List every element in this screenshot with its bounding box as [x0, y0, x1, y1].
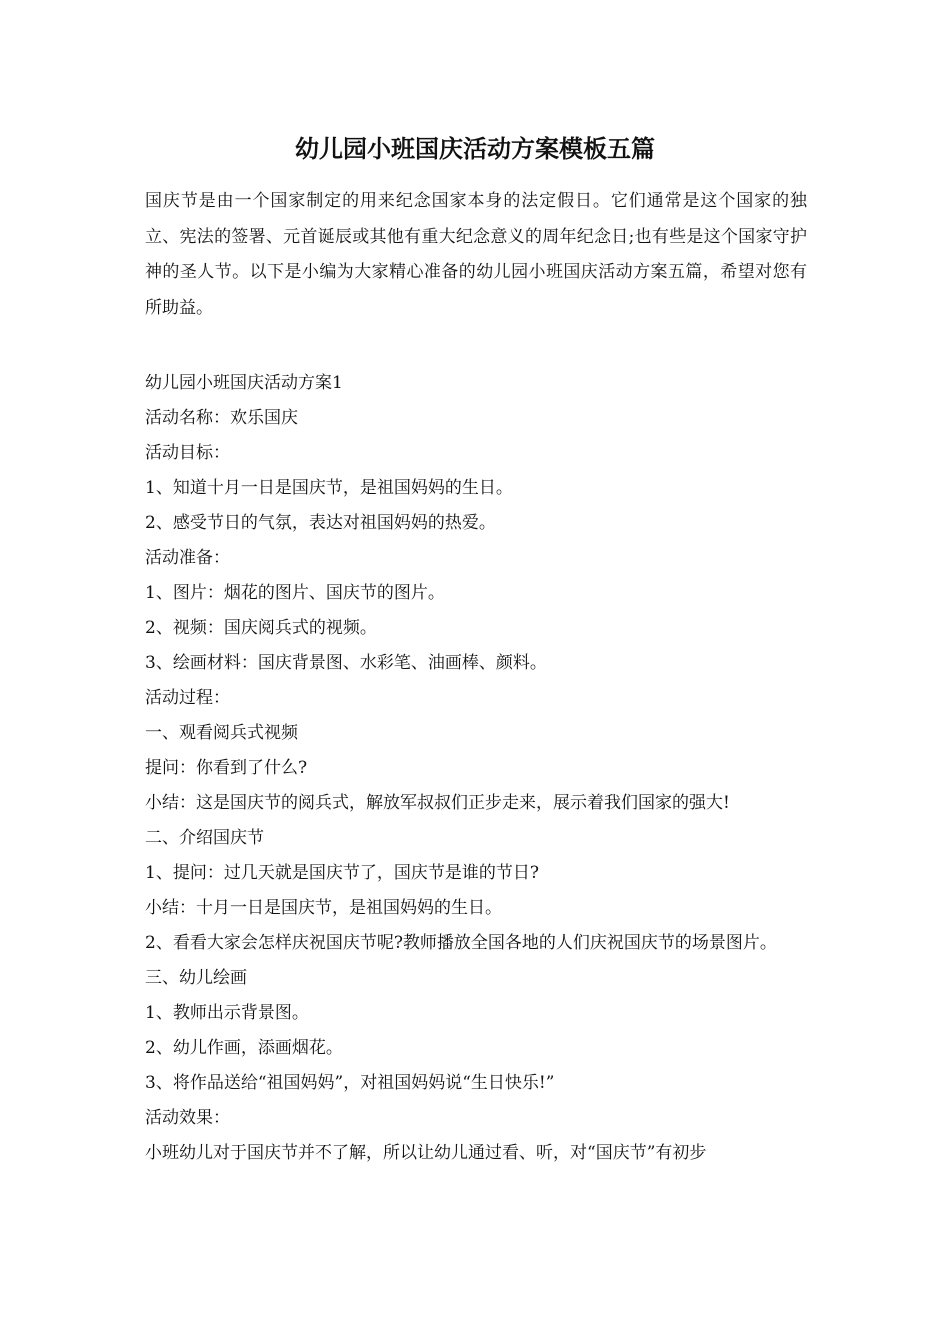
document-title: 幼儿园小班国庆活动方案模板五篇 [295, 134, 655, 163]
text-line: 活动目标： [145, 443, 230, 463]
text-line: 2、视频：国庆阅兵式的视频。 [145, 618, 377, 638]
text-line: 小结：这是国庆节的阅兵式，解放军叔叔们正步走来，展示着我们国家的强大! [145, 793, 730, 813]
text-line: 3、绘画材料：国庆背景图、水彩笔、油画棒、颜料。 [145, 653, 547, 673]
text-line: 2、看看大家会怎样庆祝国庆节呢?教师播放全国各地的人们庆祝国庆节的场景图片。 [145, 933, 777, 953]
text-line: 活动准备： [145, 548, 230, 568]
body-lines [145, 366, 807, 1171]
text-line: 提问：你看到了什么? [145, 758, 308, 778]
text-line: 小班幼儿对于国庆节并不了解，所以让幼儿通过看、听，对“国庆节”有初步 [145, 1143, 707, 1163]
text-line: 2、感受节日的气氛，表达对祖国妈妈的热爱。 [145, 513, 496, 533]
intro-paragraph: 国庆节是由一个国家制定的用来纪念国家本身的法定假日。它们通常是这个国家的独立、宪法的签署、元首诞辰或其他有重大纪念意义的周年纪念日;也有些是这个国家守护神的圣人节。以下是小编为大家精心准备的幼儿园小班国庆活动方案五篇，希望对您有所助益。 [145, 191, 807, 318]
text-line: 二、介绍国庆节 [145, 828, 264, 848]
text-line: 活动效果： [145, 1108, 230, 1128]
text-line: 1、提问：过几天就是国庆节了，国庆节是谁的节日? [145, 863, 539, 883]
section-heading: 幼儿园小班国庆活动方案1 [145, 373, 343, 393]
text-line: 活动名称：欢乐国庆 [145, 408, 298, 428]
text-line: 2、幼儿作画，添画烟花。 [145, 1038, 343, 1058]
text-line: 1、教师出示背景图。 [145, 1003, 309, 1023]
text-line: 小结：十月一日是国庆节，是祖国妈妈的生日。 [145, 898, 502, 918]
text-line: 3、将作品送给“祖国妈妈”，对祖国妈妈说“生日快乐!” [145, 1073, 555, 1093]
text-line: 1、图片：烟花的图片、国庆节的图片。 [145, 583, 445, 603]
text-line: 1、知道十月一日是国庆节，是祖国妈妈的生日。 [145, 478, 513, 498]
text-line: 一、观看阅兵式视频 [145, 723, 298, 743]
text-line: 活动过程： [145, 688, 230, 708]
text-line: 三、幼儿绘画 [145, 968, 247, 988]
